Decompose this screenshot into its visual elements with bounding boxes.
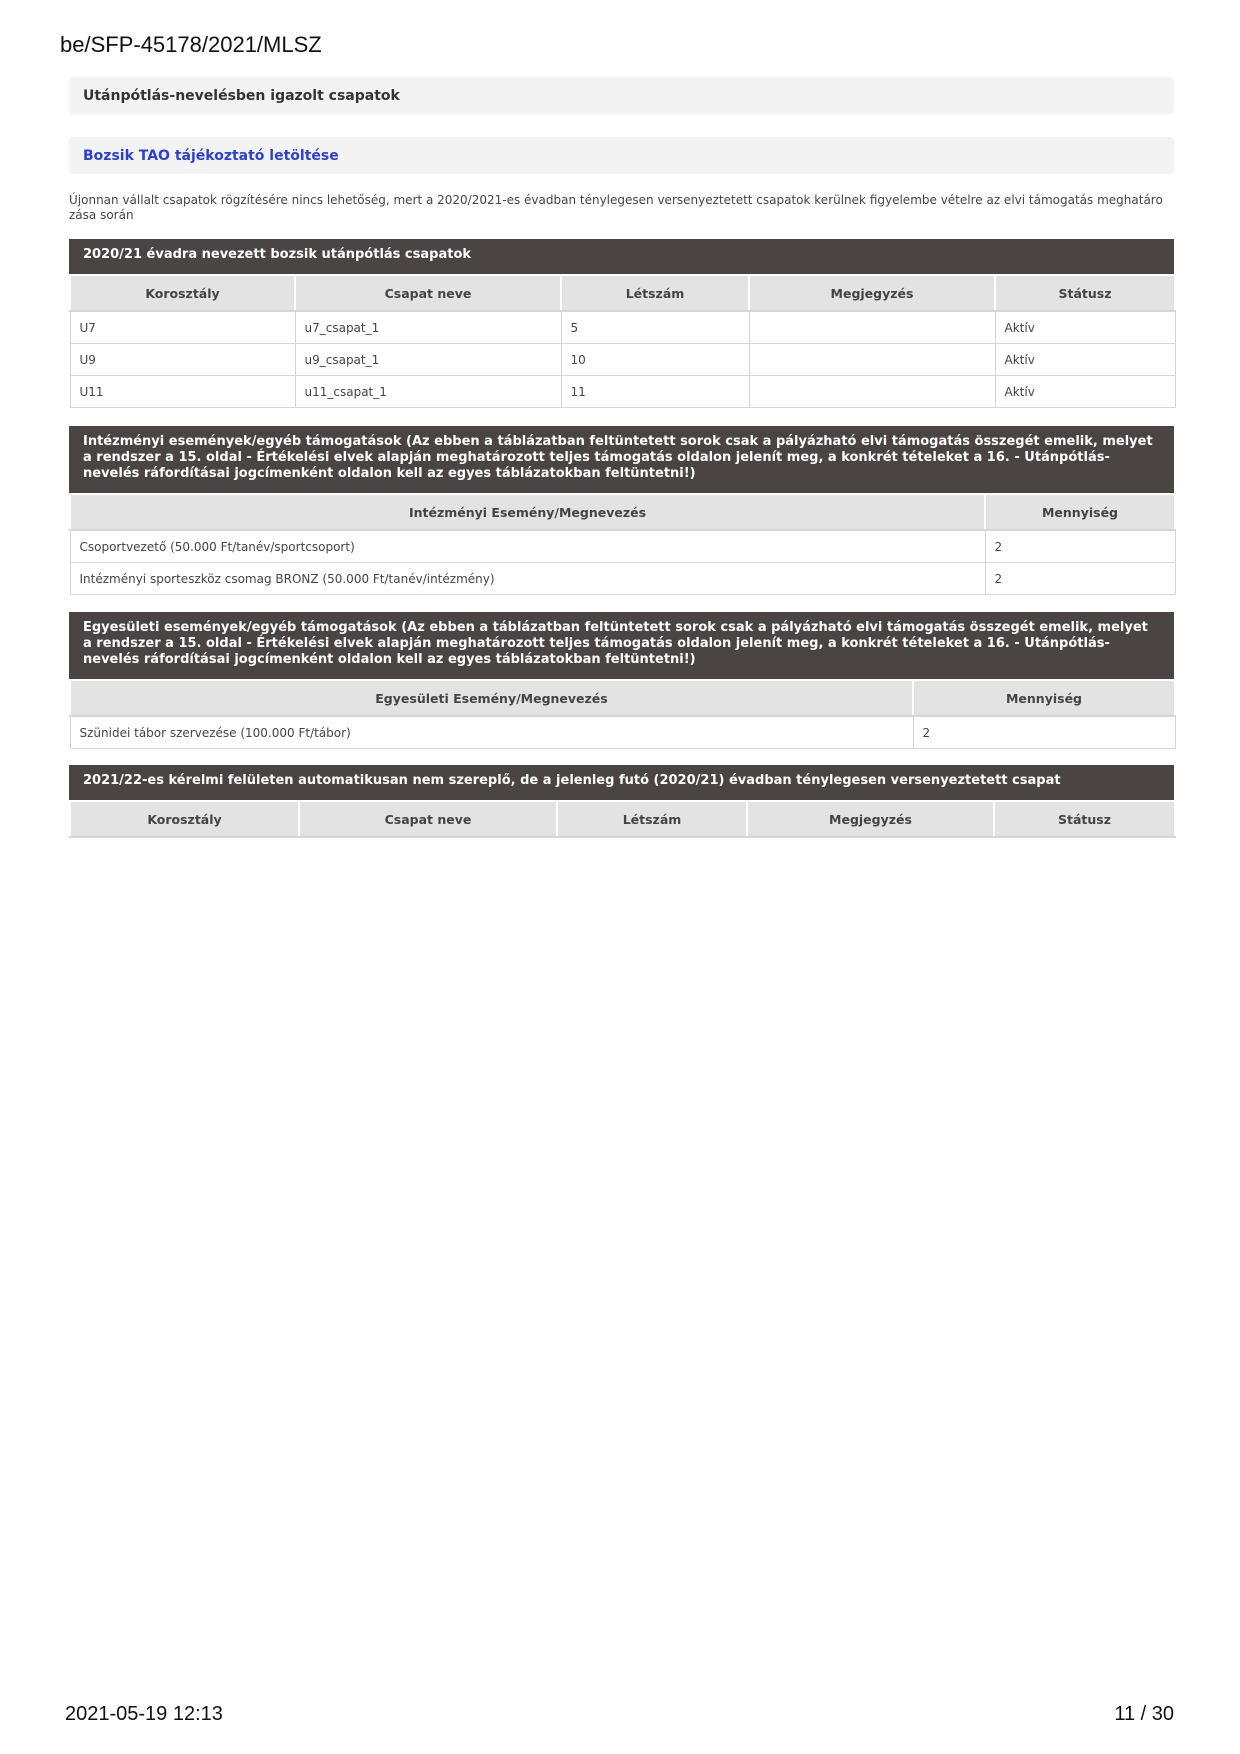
table-cell: U7 [70,311,295,344]
table-cell: Aktív [995,376,1175,408]
footer-page-number: 11 / 30 [1114,1703,1174,1725]
teams-2021-table [69,800,1176,838]
column-header: Csapat neve [295,275,561,311]
table-row [70,311,1175,344]
column-header: Mennyiség [913,680,1175,716]
table-header-row [70,801,1175,837]
table-cell: Aktív [995,344,1175,376]
table-cell [749,376,995,408]
table-cell: Szünidei tábor szervezése (100.000 Ft/tábor) [70,716,913,749]
table-cell [749,344,995,376]
panel-title-text: Utánpótlás-nevelésben igazolt csapatok [83,87,400,104]
section-header: Intézményi események/egyéb támogatások (Az ebben a táblázatban feltüntetett sorok csak a pályázható elvi támogatás összegét emelik, melyet a rendszer a 15. oldal - Értékelési elvek alapján meghatározott teljes támogatás oldalon jelenít meg, a konkrét tételeket a 16. - Utánpótlás-nevelés ráfordításai jogcímenként oldalon kell az egyes táblázatokban feltüntetni!) [69,426,1174,493]
table-cell: 2 [985,563,1175,595]
table-cell [749,311,995,344]
column-header: Létszám [561,275,749,311]
column-header: Korosztály [70,801,299,837]
column-header: Státusz [995,275,1175,311]
download-panel [69,137,1174,174]
footer-timestamp: 2021-05-19 12:13 [65,1703,223,1725]
table-row [70,563,1175,595]
table-cell: u11_csapat_1 [295,376,561,408]
column-header: Egyesületi Esemény/Megnevezés [70,680,913,716]
column-header: Státusz [994,801,1175,837]
column-header: Mennyiség [985,494,1175,530]
institutional-table [69,493,1176,595]
column-header: Korosztály [70,275,295,311]
table-row [70,530,1175,563]
table-row [70,344,1175,376]
panel-title [69,77,1174,114]
column-header: Megjegyzés [749,275,995,311]
table-cell: 2 [913,716,1175,749]
table-cell: Csoportvezető (50.000 Ft/tanév/sportcsoport) [70,530,985,563]
column-header: Csapat neve [299,801,557,837]
table-cell: U11 [70,376,295,408]
table-cell: Intézményi sporteszköz csomag BRONZ (50.000 Ft/tanév/intézmény) [70,563,985,595]
section-header: Egyesületi események/egyéb támogatások (Az ebben a táblázatban feltüntetett sorok csak a pályázható elvi támogatás összegét emelik, melyet a rendszer a 15. oldal - Értékelési elvek alapján meghatározott teljes támogatás oldalon jelenít meg, a konkrét tételeket a 16. - Utánpótlás-nevelés ráfordításai jogcímenként oldalon kell az egyes táblázatokban feltüntetni!) [69,612,1174,679]
section-header: 2021/22-es kérelmi felületen automatikusan nem szereplő, de a jelenleg futó (2020/21) évadban ténylegesen versenyeztetett csapat [69,765,1174,800]
table-row [70,716,1175,749]
table-cell: 11 [561,376,749,408]
column-header: Intézményi Esemény/Megnevezés [70,494,985,530]
association-section [69,612,1174,749]
table-header-row [70,275,1175,311]
association-table [69,679,1176,749]
document-id: be/SFP-45178/2021/MLSZ [60,32,322,57]
institutional-section [69,426,1174,595]
column-header: Megjegyzés [747,801,994,837]
table-cell: Aktív [995,311,1175,344]
table-cell: u9_csapat_1 [295,344,561,376]
table-cell: 5 [561,311,749,344]
table-cell: 2 [985,530,1175,563]
table-header-row [70,494,1175,530]
table-row [70,376,1175,408]
teams-2020-table [69,274,1176,408]
section-header: 2020/21 évadra nevezett bozsik utánpótlás csapatok [69,239,1174,274]
table-cell: u7_csapat_1 [295,311,561,344]
table-cell: 10 [561,344,749,376]
teams-2020-section [69,239,1174,408]
column-header: Létszám [557,801,747,837]
download-link[interactable]: Bozsik TAO tájékoztató letöltése [83,147,339,164]
teams-2021-section [69,765,1174,838]
notice-text: Újonnan vállalt csapatok rögzítésére nincs lehetőség, mert a 2020/2021-es évadban ténylegesen versenyeztetett csapatok kerülnek figyelembe vételre az elvi támogatás meghatározása során [69,193,1163,222]
table-cell: U9 [70,344,295,376]
table-header-row [70,680,1175,716]
